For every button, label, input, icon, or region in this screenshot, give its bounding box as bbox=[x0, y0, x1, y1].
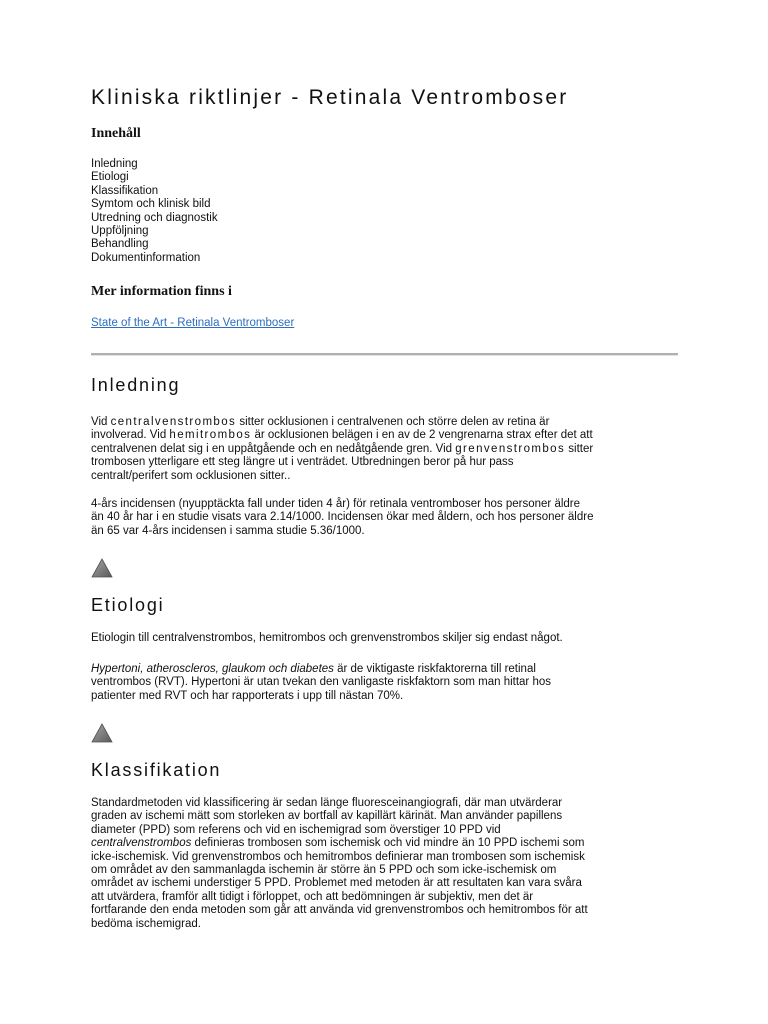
toc-link[interactable]: Behandling bbox=[91, 238, 149, 251]
toc-item-utredning[interactable] bbox=[91, 212, 218, 225]
text-line: involverad. Vid hemitrombos är ocklusionen belägen i en av de 2 vengrenarna strax efter det att bbox=[91, 429, 593, 442]
text-line: Standardmetoden vid klassificering är sedan länge fluoresceinangiografi, där man utvärderar bbox=[91, 797, 563, 809]
toc-link[interactable]: Etiologi bbox=[91, 171, 129, 184]
toc-item-inledning[interactable] bbox=[91, 158, 218, 171]
toc-link[interactable]: Dokumentinformation bbox=[91, 251, 201, 264]
text-line: patienter med RVT och har rapporterats i upp till nästan 70%. bbox=[91, 689, 404, 702]
text-line: Hypertoni, atheroscleros, glaukom och diabetes är de viktigaste riskfaktorerna till retinal bbox=[91, 663, 536, 675]
inledning-paragraph-1 bbox=[91, 416, 681, 483]
up-triangle-icon[interactable] bbox=[91, 557, 113, 579]
up-triangle-icon[interactable] bbox=[91, 722, 113, 744]
text-line: fortfarande den enda metoden som går att använda vid grenvenstrombos och hemitrombos för att bbox=[91, 904, 588, 917]
state-of-the-art-link[interactable]: State of the Art - Retinala Ventromboser bbox=[91, 317, 295, 329]
up-triangle-icon-graphic bbox=[91, 557, 113, 579]
toc-link[interactable]: Inledning bbox=[91, 158, 138, 170]
text-line: området av ischemi understiger 5 PPD. Problemet med metoden är att resultaten kan vara svåra bbox=[91, 877, 582, 890]
text-line: ventrombos (RVT). Hypertoni är utan tvekan den vanligaste riskfaktorn som man hittar hos bbox=[91, 676, 551, 689]
text-line: trombosen ytterligare ett steg längre ut i venträdet. Utbredningen beror på hur pass bbox=[91, 456, 514, 469]
klassifikation-paragraph-1 bbox=[91, 797, 681, 931]
divider bbox=[91, 353, 678, 356]
section-title-etiologi: Etiologi bbox=[91, 595, 165, 615]
toc-item-dokumentinformation[interactable] bbox=[91, 252, 218, 265]
text-line: diameter (PPD) som referens och vid en ischemigrad som överstiger 10 PPD vid bbox=[91, 823, 501, 836]
text-line: centralt/perifert som ocklusionen sitter.. bbox=[91, 469, 291, 482]
text-line: centralvenstrombos definieras trombosen som ischemisk och vid mindre än 10 PPD ischemi som bbox=[91, 837, 585, 850]
inledning-paragraph-2 bbox=[91, 498, 681, 538]
text-line: Etiologin till centralvenstrombos, hemitrombos och grenvenstrombos skiljer sig endast något. bbox=[91, 632, 563, 644]
toc-heading: Innehåll bbox=[91, 126, 141, 141]
page-title: Kliniska riktlinjer - Retinala Ventromboser bbox=[91, 86, 569, 109]
text-line: än 40 år har i en studie visats vara 2.14/1000. Incidensen ökar med åldern, och hos personer äldre bbox=[91, 511, 594, 524]
toc-item-etiologi[interactable] bbox=[91, 171, 218, 184]
toc-item-symtom[interactable] bbox=[91, 198, 218, 211]
text-line: att utvärdera, framför allt tidigt i förloppet, och att bedömningen är subjektiv, men det är bbox=[91, 890, 534, 903]
toc-link[interactable]: Symtom och klinisk bild bbox=[91, 198, 211, 211]
text-line: Vid centralvenstrombos sitter ocklusionen i centralvenen och större delen av retina är bbox=[91, 416, 550, 428]
toc-link[interactable]: Utredning och diagnostik bbox=[91, 211, 218, 224]
text-line: om området av den sammanlagda ischemin är större än 5 PPD och som icke-ischemisk om bbox=[91, 864, 557, 877]
text-line: bedöma ischemigrad. bbox=[91, 917, 201, 930]
text-line: centralvenen delat sig i en uppåtgående och en nedåtgående gren. Vid grenvenstrombos sitter bbox=[91, 442, 594, 455]
etiologi-paragraph-1 bbox=[91, 632, 681, 645]
more-info-heading: Mer information finns i bbox=[91, 284, 232, 299]
section-title-inledning: Inledning bbox=[91, 375, 181, 395]
etiologi-paragraph-2 bbox=[91, 663, 681, 703]
toc-link[interactable]: Klassifikation bbox=[91, 184, 159, 197]
toc-item-behandling[interactable] bbox=[91, 238, 218, 251]
table-of-contents bbox=[91, 158, 218, 265]
text-line: icke-ischemisk. Vid grenvenstrombos och hemitrombos definierar man trombosen som ischemisk bbox=[91, 850, 585, 863]
up-triangle-icon-graphic bbox=[91, 722, 113, 744]
section-title-klassifikation: Klassifikation bbox=[91, 760, 222, 780]
text-line: graden av ischemi mätt som storleken av bortfall av kapillärt kärinät. Man använder papillens bbox=[91, 810, 563, 823]
text-line: än 65 var 4-års incidensen i samma studie 5.36/1000. bbox=[91, 524, 365, 537]
toc-item-klassifikation[interactable] bbox=[91, 185, 218, 198]
toc-item-uppfoljning[interactable] bbox=[91, 225, 218, 238]
toc-link[interactable]: Uppföljning bbox=[91, 225, 149, 238]
text-line: 4-års incidensen (nyupptäckta fall under tiden 4 år) för retinala ventromboser hos personer äldre bbox=[91, 498, 581, 510]
